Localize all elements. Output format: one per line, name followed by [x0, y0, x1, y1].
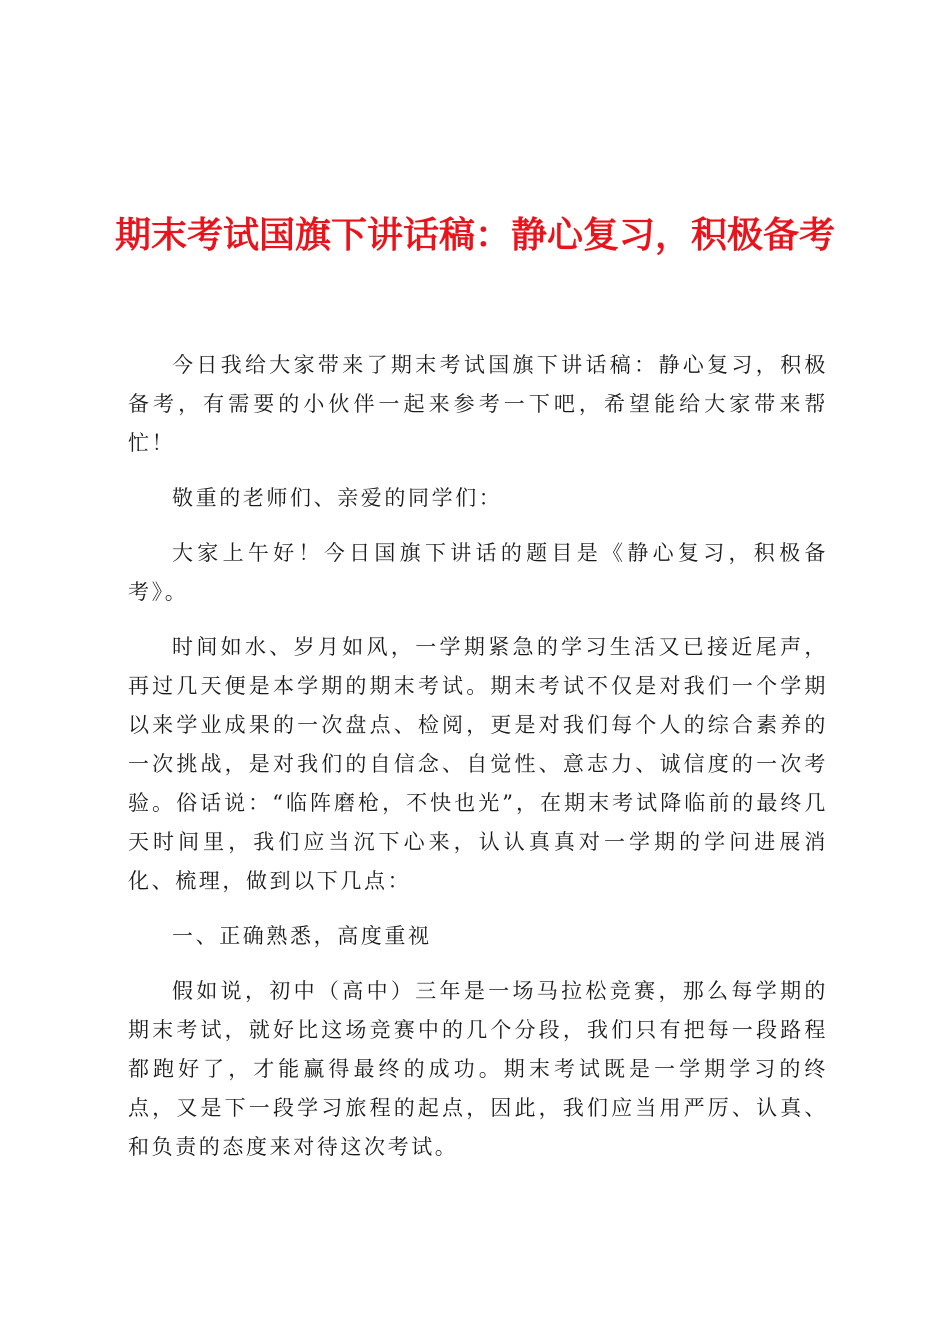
body-paragraph: 假如说，初中（高中）三年是一场马拉松竞赛，那么每学期的期末考试，就好比这场竞赛中的几个分段，我们只有把每一段路程都跑好了，才能赢得最终的成功。期末考试既是一学期学习的终点，又是下一段学习旅程的起点，因此，我们应当用严厉、认真、和负责的态度来对待这次考试。: [128, 979, 828, 1159]
document-title: 期末考试国旗下讲话稿：静心复习，积极备考: [114, 214, 835, 256]
section-heading: 一、正确熟悉，高度重视: [172, 924, 432, 948]
body-paragraph: 时间如水、岁月如风，一学期紧急的学习生活又已接近尾声，再过几天便是本学期的期末考试。期末考试不仅是对我们一个学期以来学业成果的一次盘点、检阅，更是对我们每个人的综合素养的一次挑战，是对我们的自信念、自觉性、意志力、诚信度的一次考验。俗话说：“临阵磨枪，不快也光”，在期末考试降临前的最终几天时间里，我们应当沉下心来，认认真真对一学期的学问进展消化、梳理，做到以下几点：: [128, 635, 828, 893]
salutation-paragraph: 敬重的老师们、亲爱的同学们：: [172, 486, 503, 510]
intro-paragraph: 今日我给大家带来了期末考试国旗下讲话稿：静心复习，积极备考，有需要的小伙伴一起来参考一下吧，希望能给大家带来帮忙！: [128, 353, 828, 455]
greeting-paragraph: 大家上午好！今日国旗下讲话的题目是《静心复习，积极备考》。: [128, 541, 828, 604]
document-body: [128, 346, 828, 1167]
